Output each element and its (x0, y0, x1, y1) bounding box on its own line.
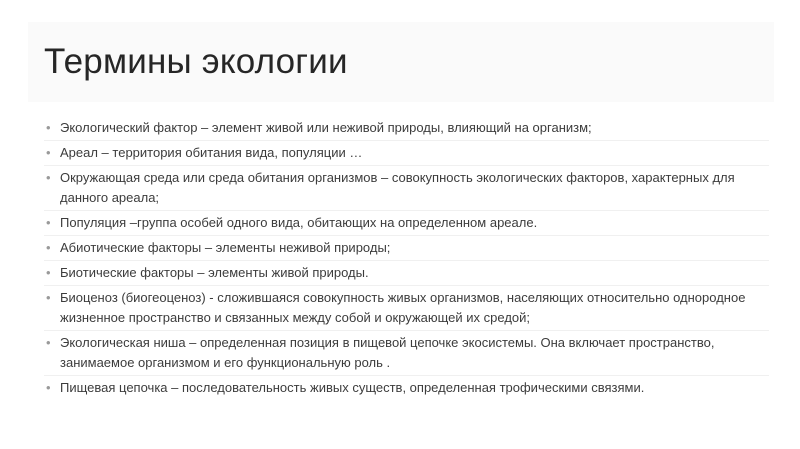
bullet-icon: • (46, 170, 51, 185)
list-item (44, 333, 769, 376)
bullet-icon: • (46, 120, 51, 135)
list-item-text: Популяция –группа особей одного вида, обитающих на определенном ареале. (60, 215, 538, 230)
list-item-text: Абиотические факторы – элементы неживой природы; (60, 240, 391, 255)
list-item (44, 378, 769, 400)
bullet-icon: • (46, 290, 51, 305)
slide-title: Термины экологии (44, 42, 348, 81)
bullet-icon: • (46, 265, 51, 280)
list-item-text: Пищевая цепочка – последовательность живых существ, определенная трофическими связями. (60, 380, 645, 395)
bullet-icon: • (46, 335, 51, 350)
list-item-text: Биотические факторы – элементы живой природы. (60, 265, 369, 280)
list-item (44, 288, 769, 331)
bullet-icon: • (46, 240, 51, 255)
bullet-icon: • (46, 380, 51, 395)
list-item (44, 238, 769, 261)
bullet-icon: • (46, 215, 51, 230)
list-item (44, 118, 769, 141)
bullet-list (44, 118, 769, 402)
list-item-text: Окружающая среда или среда обитания организмов – совокупность экологических факторов, характерных для данного ареала; (60, 170, 735, 205)
list-item (44, 213, 769, 236)
list-item-text: Экологическая ниша – определенная позиция в пищевой цепочке экосистемы. Она включает пространство, занимаемое организмом и его функциональную роль . (60, 335, 715, 370)
list-item-text: Биоценоз (биогеоценоз) - сложившаяся совокупность живых организмов, населяющих относительно однородное жизненное пространство и связанных между собой и окружающей их средой; (60, 290, 746, 325)
list-item (44, 263, 769, 286)
list-item-text: Ареал – территория обитания вида, популяции … (60, 145, 363, 160)
list-item (44, 168, 769, 211)
bullet-icon: • (46, 145, 51, 160)
list-item (44, 143, 769, 166)
list-item-text: Экологический фактор – элемент живой или неживой природы, влияющий на организм; (60, 120, 592, 135)
